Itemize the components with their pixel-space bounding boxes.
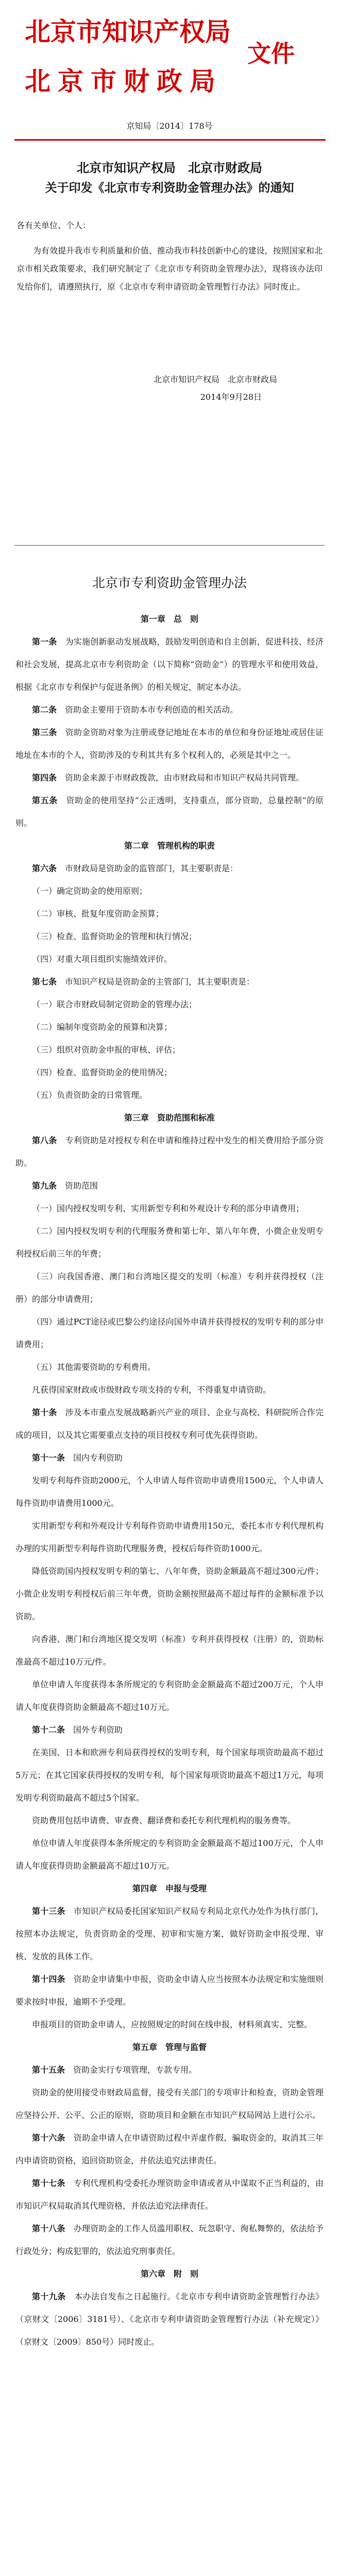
- law-body: [15, 608, 324, 2353]
- chapter-heading: 第六章 附 则: [140, 2269, 198, 2279]
- article: 第七条 市知识产权局是资助金的主管部门，其主要职责是：: [32, 977, 255, 987]
- list-item: （二）审核、批复年度资助金预算；: [32, 909, 164, 919]
- paragraph: 发明专利每件资助2000元，个人申请人每件资助申请费用1500元，个人申请人每件资助申请费用1000元。: [15, 1476, 324, 1508]
- article: 第四条 资助金来源于市财政拨款，由市财政局和市知识产权局共同管理。: [32, 773, 304, 783]
- chapter-heading: 第二章 管理机构的职责: [124, 841, 215, 851]
- list-item: （三）检查、监督资助金的管理和执行情况；: [32, 931, 197, 941]
- list-item: （一）确定资助金的使用原则；: [32, 886, 148, 896]
- list-item: （三）组织对资助金申报的审核、评估；: [32, 1045, 181, 1055]
- list-item: （四）通过PCT途径或巴黎公约途径向国外申请并获得授权的发明专利的部分申请费用；: [15, 1317, 324, 1349]
- list-item: （二）国内授权发明专利的代理服务费和第七年、第八年年费，小微企业发明专利授权后前三年的年费；: [15, 1226, 324, 1259]
- doc-number: 京知局〔2014〕178号: [126, 121, 213, 131]
- article: 第八条 专利资助是对授权专利在申请和维持过程中发生的相关费用给予部分资助。: [15, 1136, 324, 1168]
- article: 第十条 涉及本市重点发展战略新兴产业的项目、企业与高校、科研院所合作完成的项目，以及其它需要重点支持的项目授权专利可优先获得资助。: [15, 1408, 324, 1440]
- notice-text: 为有效提升我市专利质量和价值、推动我市科技创新中心的建设，按照国家和北京市相关政策要求，我们研究制定了《北京市专利资助金管理办法》，现将该办法印发给你们，请遵照执行，原《北京市专利申请资助金管理暂行办法》同时废止。: [16, 246, 323, 292]
- paragraph: 单位申请人年度获得本条所规定的专利资助金金额最高不超过100万元，个人申请人年度获得资助金额最高不超过10万元。: [15, 1838, 324, 1871]
- sign-name: 北京市知识产权局 北京市财政局: [153, 375, 277, 384]
- paragraph: 单位申请人年度获得本条所规定的专利资助金金额最高不超过200万元，个人申请人年度获得资助金额最高不超过10万元。: [15, 1680, 324, 1712]
- notice-body: [16, 216, 323, 303]
- paragraph: 降低资助国内授权发明专利的第七、八年年费，资助金额最高不超过300元/件；小微企业发明专利授权后前三年年费，资助金额按照最高不超过每件的金额标准予以资助。: [15, 1566, 324, 1621]
- list-item: （五）其他需要资助的专利费用。: [32, 1362, 156, 1372]
- list-item: （三）向我国香港、澳门和台湾地区提交的发明（标准）专利并获得授权（注册）的部分申请费用；: [15, 1272, 324, 1304]
- chapter-heading: 第三章 资助范围和标准: [124, 1113, 215, 1123]
- paragraph: 实用新型专利和外观设计专利每件资助申请费用150元，委托本市专利代理机构办理的实用新型专利每件资助代理服务费，授权后每件资助1000元。: [15, 1521, 324, 1553]
- article: 第十九条 本办法自发布之日起施行。《北京市专利申请资助金管理暂行办法》（京财文〔2006〕3181号）、《北京市专利申请资助金管理暂行办法（补充规定）》（京财文〔2009〕850号）同时废止。: [15, 2292, 324, 2347]
- list-item: （一）联合市财政局制定资助金的管理办法；: [32, 999, 197, 1009]
- article: 第十八条 办理资助金的工作人员滥用职权、玩忽职守、徇私舞弊的，依法给予行政处分；构成犯罪的，依法追究刑事责任。: [15, 2224, 324, 2256]
- chapter-heading: 第四章 申报与受理: [132, 1884, 207, 1893]
- article: 第十一条 国内专利资助: [32, 1453, 123, 1463]
- red-rule: [14, 139, 326, 141]
- chapter-heading: 第五章 管理与监督: [132, 2042, 207, 2052]
- list-item: （四）对重大项目组织实施绩效评价。: [32, 954, 173, 964]
- list-item: （四）检查、监督资助金的使用情况；: [32, 1067, 173, 1077]
- article: 第十七条 专利代理机构受委托办理资助金申请或者从中谋取不正当利益的，由市知识产权局取消其代理资格，并依法追究法律责任。: [15, 2178, 324, 2211]
- article: 第十四条 资助金申请集中申报，资助金申请人应当按照本办法规定和实施细则要求按时申报，逾期不予受理。: [15, 1974, 324, 2007]
- law-title: 北京市专利资助金管理办法: [92, 575, 247, 590]
- article: 第一条 为实施创新驱动发展战略，鼓励发明创造和自主创新，促进科技、经济和社会发展，提高北京市专利资助金（以下简称“资助金”）的管理水平和使用效益，根据《北京市专利保护与促进条例》的相关规定，制定本办法。: [15, 637, 324, 692]
- paragraph: 向香港、澳门和台湾地区提交发明（标准）专利并获得授权（注册）的，资助标准最高不超过10万元/件。: [15, 1634, 324, 1667]
- article: 第九条 资助范围: [32, 1181, 98, 1191]
- doc-word: 文件: [247, 40, 295, 67]
- article: 第十二条 国外专利资助: [32, 1725, 123, 1735]
- sign-date: 2014年9月28日: [200, 392, 262, 402]
- paragraph: 凡获得国家财政或市级财政专项支持的专利，不得重复申请资助。: [32, 1385, 272, 1395]
- salutation: 各有关单位、个人：: [16, 221, 91, 230]
- signature: [0, 371, 339, 406]
- finance-name: 北京市财政局: [25, 66, 223, 96]
- paragraph: 申报项目的资助金申请人，应按照规定的时间在线申报，材料须真实、完整。: [32, 2020, 313, 2029]
- article: 第十六条 资助金申请人在申请资助过程中弄虚作假、骗取资金的，取消其三年内申请资助资格，追回资助资金，并依法追究法律责任。: [15, 2133, 324, 2165]
- divider: [14, 545, 325, 546]
- paragraph: 在美国、日本和欧洲专利局获得授权的发明专利，每个国家每项资助最高不超过5万元；在其它国家获得授权的发明专利，每个国家每项资助最高不超过1万元，每项发明专利资助最高不超过5个国家。: [15, 1748, 324, 1803]
- article: 第十三条 市知识产权局委托国家知识产权局专利局北京代办处作为执行部门，按照本办法规定，负责资助金的受理、初审和实施方案，做好资助金申报受理、审核、发放的具体工作。: [15, 1906, 324, 1961]
- article: 第三条 资助金资助对象为注册或登记地址在本市的单位和身份证地址或居住证地址在本市的个人，资助涉及的专利其共有多个权利人的，必须是其中之一。: [15, 727, 324, 760]
- paragraph: 资助费用包括申请费、审查费、翻译费和委托专利代理机构的服务费等。: [32, 1816, 296, 1825]
- list-item: （二）编制年度资助金的预算和决算；: [32, 1022, 173, 1032]
- article: 第二条 资助金主要用于资助本市专利创造的相关活动。: [32, 705, 239, 715]
- article: 第五条 资助金的使用坚持“公正透明，支持重点，部分资助，总量控制”的原则。: [15, 795, 324, 828]
- paragraph: 资助金的使用接受市财政局监督，接受有关部门的专项审计和检查，资助金管理应坚持公开、公平、公正的原则，资助项目和金额在市知识产权局网站上进行公示。: [15, 2088, 324, 2120]
- article: 第六条 市财政局是资助金的监管部门，其主要职责是：: [32, 863, 239, 873]
- article: 第十五条 资助金实行专项管理，专款专用。: [32, 2065, 197, 2075]
- list-item: （五）负责资助金的日常管理。: [32, 1090, 148, 1100]
- ipo-name: 北京市知识产权局: [25, 17, 231, 47]
- list-item: （一）国内授权发明专利、实用新型专利和外观设计专利的部分申请费用；: [32, 1204, 304, 1213]
- notice-title-2: 关于印发《北京市专利资助金管理办法》的通知: [45, 181, 294, 195]
- notice-title-1: 北京市知识产权局 北京市财政局: [77, 161, 262, 175]
- chapter-heading: 第一章 总 则: [140, 614, 198, 624]
